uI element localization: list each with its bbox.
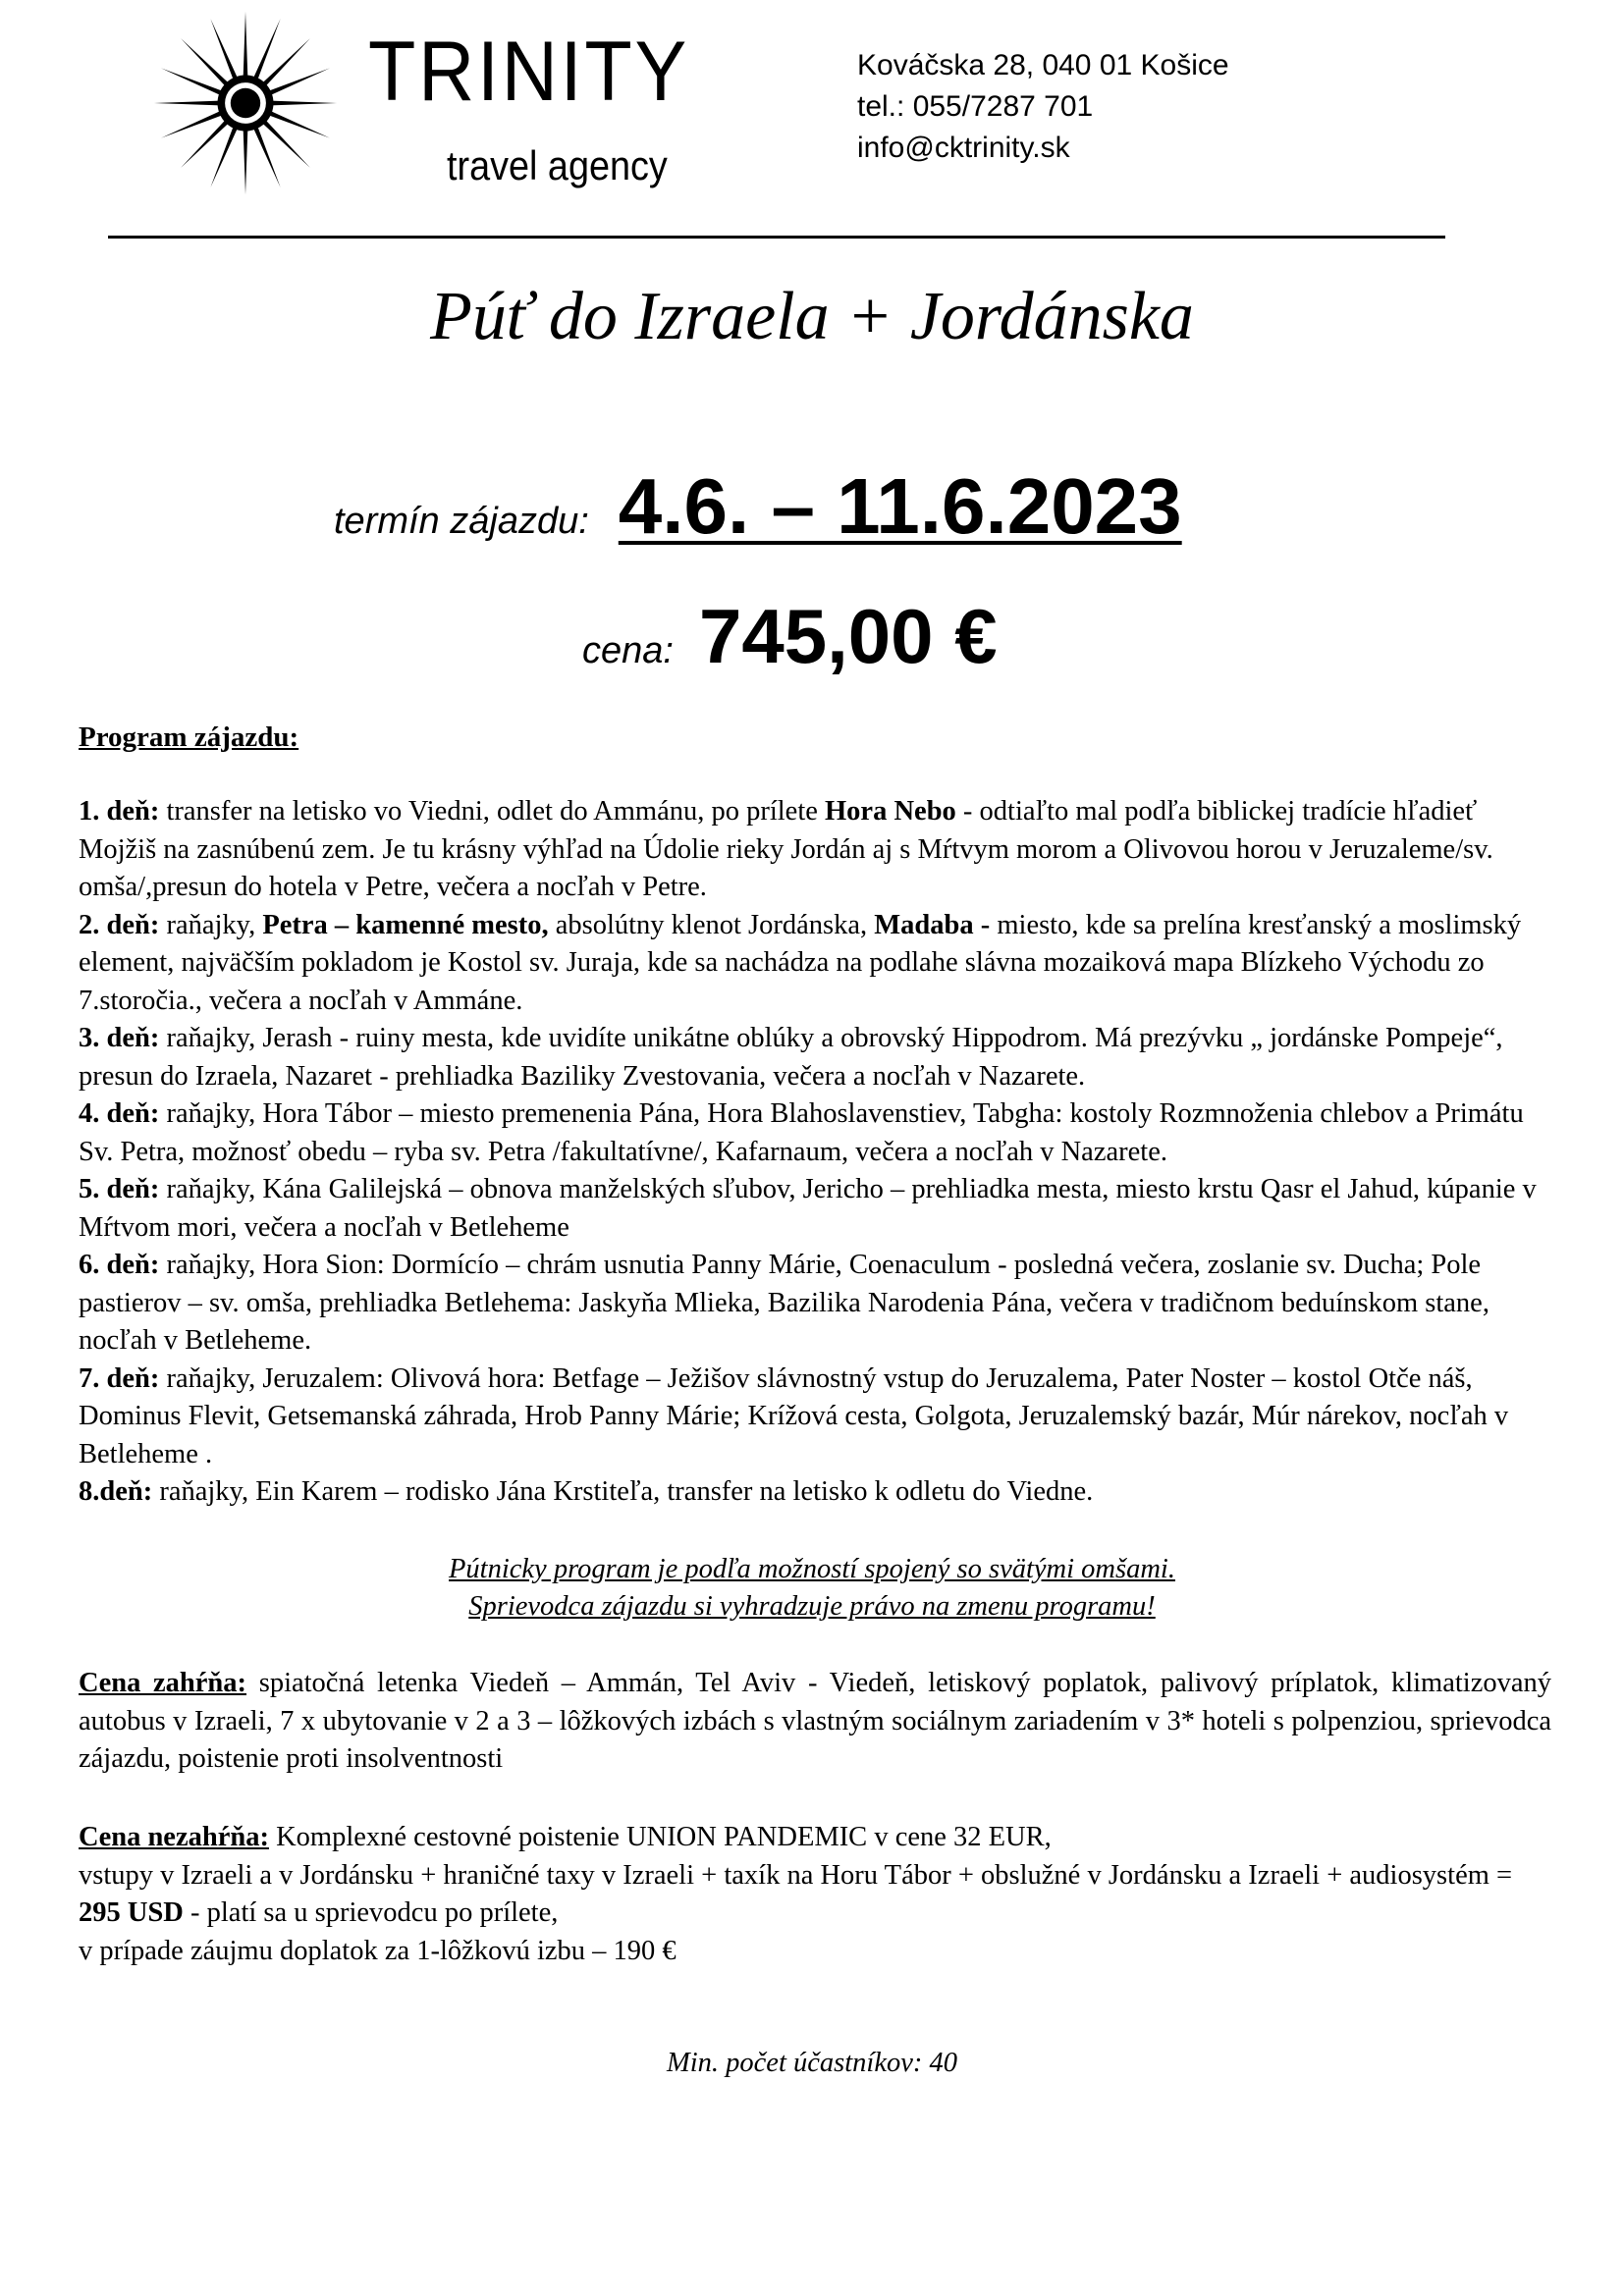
day-text: raňajky, Kána Galilejská – obnova manželských sľubov, Jericho – prehliadka mesta, miesto krstu Qasr el Jahud, kúpanie v Mŕtvom mori, večera a nocľah v Betleheme	[79, 1174, 1537, 1243]
day-text: raňajky, Ein Karem – rodisko Jána Krstiteľa, transfer na letisko k odletu do Viedne.	[152, 1476, 1094, 1507]
price-value: 745,00 €	[698, 593, 998, 679]
day-label: 6. deň:	[79, 1250, 160, 1280]
program-days	[79, 793, 1551, 1512]
program-day	[79, 1361, 1551, 1474]
day-label: 7. deň:	[79, 1362, 160, 1394]
day-text: raňajky, Hora Sion: Dormícío – chrám usnutia Panny Márie, Coenaculum - posledná večera, zoslanie sv. Ducha; Pole pastierov – sv. omša, prehliadka Betlehema: Jaskyňa Mlieka, Bazilika Narodenia Pána, večera v tradičnom beduínskom stane, nocľah v Betleheme.	[79, 1250, 1489, 1356]
sun-ray	[181, 117, 232, 168]
logo-name: TRINITY	[368, 25, 690, 119]
includes-text: spiatočná letenka Viedeň – Ammán, Tel Aviv - Viedeň, letiskový poplatok, palivový príplatok, klimatizovaný autobus v Izraeli, 7 x ubytovanie v 2 a 3 – lôžkových izbách s vlastným sociálnym zariadením v 3* hoteli s polpenziou, sprievodca zájazdu, poistenie proti insolventnosti	[79, 1668, 1552, 1774]
price-excludes	[79, 1819, 1551, 1970]
sun-ray	[244, 12, 248, 80]
excludes-line2-end: - platí sa u sprievodcu po prílete,	[183, 1897, 559, 1928]
term-row	[334, 461, 1182, 552]
program-notes	[0, 1551, 1624, 1626]
excludes-amount: 295 USD	[79, 1897, 184, 1928]
day-label: 1. deň:	[79, 796, 160, 827]
program-day	[79, 1171, 1551, 1247]
sun-ray	[181, 38, 232, 89]
note-changes: Sprievodca zájazdu si vyhradzuje právo na zmenu programu!	[468, 1591, 1156, 1622]
day-text: - odtiaľto mal podľa biblickej tradície hľadieť Mojžiš na zasnúbenú zem. Je tu krásny výhľad na Údolie rieky Jordán aj s Mŕtvym morom a Olivovou horou v Jeruzaleme/sv. omša/,presun do hotela v Petre, večera a nocľah v Petre.	[79, 796, 1493, 902]
day-text: raňajky, Jerash - ruiny mesta, kde uvidíte unikátne oblúky a obrovský Hippodrom. Má prezývku „ jordánske Pompeje“, presun do Izraela, Nazaret - prehliadka Baziliky Zvestovania, večera a nocľah v Nazarete.	[79, 1023, 1503, 1092]
contact-block	[857, 45, 1229, 169]
day-label: 8.deň:	[79, 1476, 153, 1507]
sun-ray	[154, 101, 223, 106]
program-day	[79, 907, 1551, 1021]
excludes-line1: Komplexné cestovné poistenie UNION PANDEMIC v cene 32 EUR,	[268, 1822, 1052, 1852]
phone: tel.: 055/7287 701	[857, 90, 1094, 123]
excludes-line3: v prípade záujmu doplatok za 1-lôžkovú izbu – 190 €	[79, 1935, 677, 1966]
page-title: Púť do Izraela + Jordánska	[430, 279, 1194, 354]
program-heading: Program zájazdu:	[79, 721, 299, 753]
program-day	[79, 1473, 1551, 1512]
excludes-line2: vstupy v Izraeli a v Jordánsku + hraničné taxy v Izraeli + taxík na Horu Tábor + obslužné v Jordánsku a Izraeli + audiosystém =	[79, 1859, 1513, 1891]
includes-label: Cena zahŕňa:	[79, 1668, 247, 1698]
sun-ray	[259, 38, 310, 89]
program-day	[79, 1020, 1551, 1095]
email[interactable]: info@cktrinity.sk	[857, 132, 1070, 164]
note-masses: Pútnicky program je podľa možností spojený so svätými omšami.	[449, 1554, 1175, 1584]
day-label: 5. deň:	[79, 1174, 160, 1204]
day-label: 2. deň:	[79, 909, 160, 940]
sun-ray	[259, 117, 310, 168]
logo-subtitle: travel agency	[447, 142, 668, 188]
price-label: cena:	[582, 630, 674, 671]
term-label: termín zájazdu:	[334, 501, 589, 542]
sun-ray	[244, 126, 248, 194]
program-day	[79, 793, 1551, 907]
header-divider	[108, 236, 1445, 239]
program-day	[79, 1095, 1551, 1171]
day-label: 4. deň:	[79, 1098, 160, 1129]
price-row	[582, 592, 998, 681]
program-day	[79, 1247, 1551, 1361]
day-text: Madaba -	[874, 909, 991, 940]
price-includes	[79, 1665, 1551, 1779]
min-participants: Min. počet účastníkov: 40	[667, 2048, 957, 2078]
day-text: raňajky, Hora Tábor – miesto premenenia Pána, Hora Blahoslavenstiev, Tabgha: kostoly Rozmnoženia chlebov a Primátu Sv. Petra, možnosť obedu – ryba sv. Petra /fakultatívne/, Kafarnaum, večera a nocľah v Nazarete.	[79, 1098, 1524, 1167]
day-text: miesto, kde sa prelína kresťanský a moslimský element, najväčším pokladom je Kostol sv. Juraja, kde sa nachádza na podlahe slávna mozaiková mapa Blízkeho Východu zo 7.storočia., večera a nocľah v Ammáne.	[79, 909, 1522, 1016]
address: Kováčska 28, 040 01 Košice	[857, 49, 1229, 81]
day-text: Hora Nebo	[825, 796, 956, 827]
sun-ray	[268, 101, 337, 106]
day-text: raňajky, Jeruzalem: Olivová hora: Betfage – Ježišov slávnostný vstup do Jeruzalema, Pater Noster – kostol Otče náš, Dominus Flevit, Getsemanská záhrada, Hrob Panny Márie; Krížová cesta, Golgota, Jeruzalemský bazár, Múr nárekov, nocľah v Betleheme .	[79, 1362, 1509, 1469]
day-text: absolútny klenot Jordánska,	[548, 909, 875, 940]
day-text: Petra – kamenné mesto,	[262, 909, 549, 940]
term-date: 4.6. – 11.6.2023	[618, 462, 1182, 550]
day-label: 3. deň:	[79, 1023, 160, 1053]
sun-logo-icon	[152, 10, 339, 196]
day-text: raňajky,	[159, 909, 263, 940]
day-text: transfer na letisko vo Viedni, odlet do Ammánu, po prílete	[159, 796, 826, 827]
excludes-label: Cena nezahŕňa:	[79, 1822, 269, 1852]
